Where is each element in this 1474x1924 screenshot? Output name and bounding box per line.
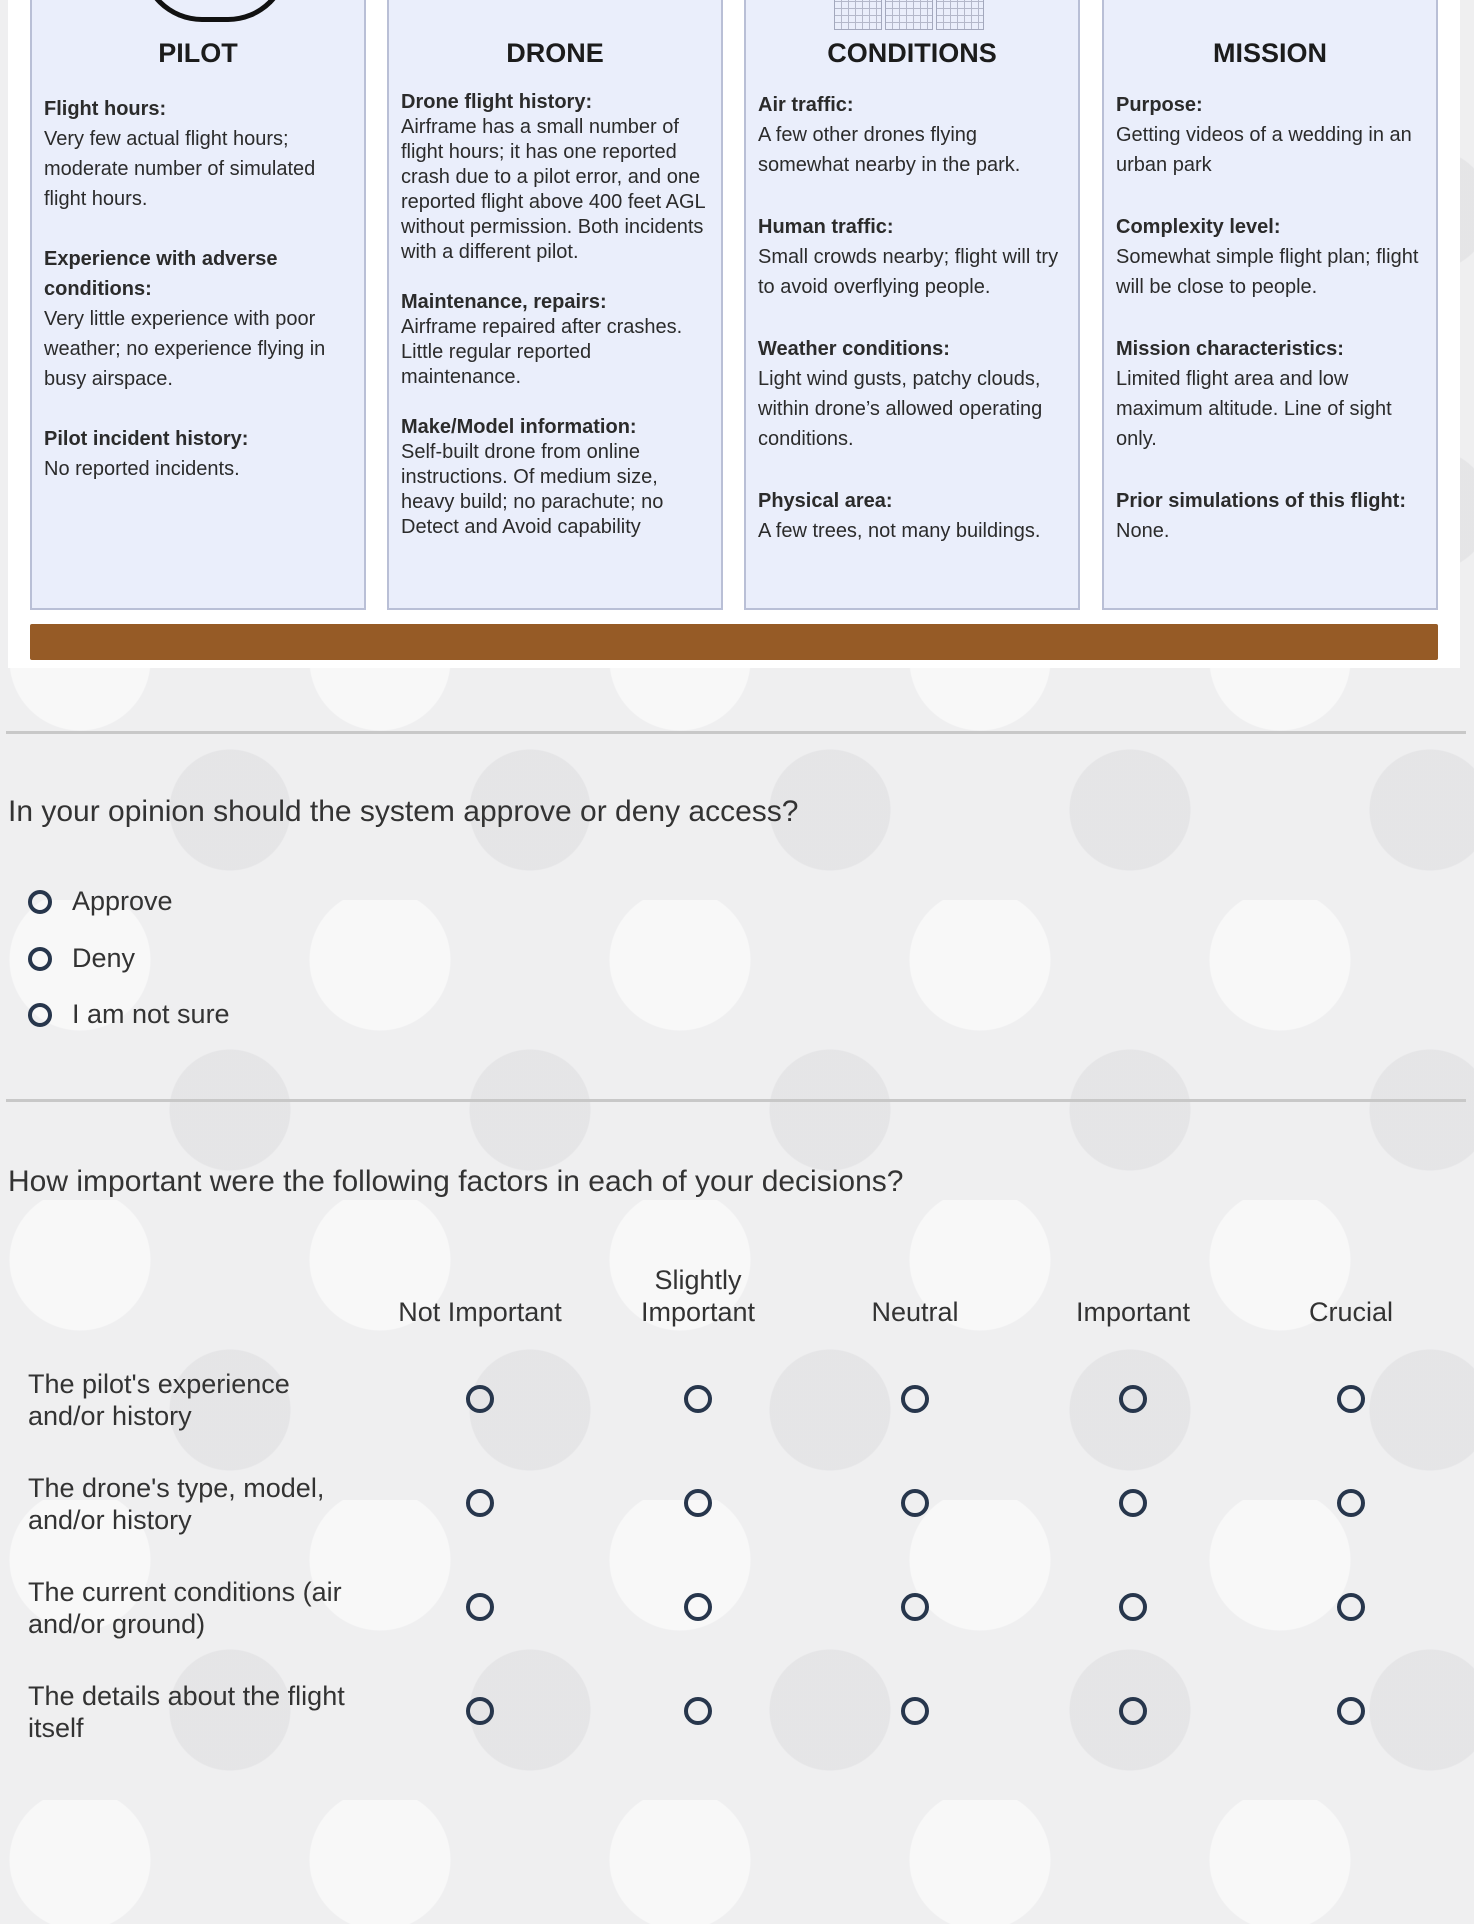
row-label-conditions: The current conditions (air and/or ground) [28,1577,342,1639]
field-value: No reported incidents. [44,458,240,480]
radio-pilot-crucial[interactable] [1337,1385,1365,1413]
pilot-adverse-conditions [44,244,354,394]
field-value: Light wind gusts, patchy clouds, within drone’s allowed operating conditions. [758,368,1043,450]
radio-conditions-not-important[interactable] [466,1593,494,1621]
field-label: Mission characteristics: [1116,338,1344,360]
radio-drone-important[interactable] [1119,1489,1147,1517]
pilot-incident-history [44,424,354,484]
question-approve-deny: In your opinion should the system approve or deny access? [8,795,799,828]
field-value: Somewhat simple flight plan; flight will be close to people. [1116,246,1419,298]
field-value: None. [1116,520,1170,542]
option-label: I am not sure [72,999,230,1029]
field-label: Drone flight history: [401,91,593,113]
conditions-column [744,0,1080,610]
pilot-flight-hours [44,94,354,214]
pilot-column [30,0,366,610]
mission-purpose [1116,90,1426,180]
radio-flight-crucial[interactable] [1337,1697,1365,1725]
radio-drone-not-important[interactable] [466,1489,494,1517]
field-value: Small crowds nearby; flight will try to avoid overflying people. [758,246,1059,298]
radio-button[interactable] [28,1003,52,1027]
field-value: Self-built drone from online instructions. Of medium size, heavy build; no parachute; no Detect and Avoid capability [401,441,664,538]
field-label: Complexity level: [1116,216,1281,238]
option-deny[interactable] [28,943,135,974]
radio-pilot-not-important[interactable] [466,1385,494,1413]
mission-column [1102,0,1438,610]
field-value: Very few actual flight hours; moderate number of simulated flight hours. [44,128,316,210]
field-label: Experience with adverse conditions: [44,248,278,300]
pilot-header: PILOT [158,38,238,68]
question-factor-importance: How important were the following factors in each of your decisions? [8,1165,904,1198]
field-label: Pilot incident history: [44,428,249,450]
drone-column [387,0,723,610]
radio-conditions-neutral[interactable] [901,1593,929,1621]
radio-pilot-important[interactable] [1119,1385,1147,1413]
radio-flight-slightly-important[interactable] [684,1697,712,1725]
radio-flight-important[interactable] [1119,1697,1147,1725]
radio-pilot-neutral[interactable] [901,1385,929,1413]
radio-drone-neutral[interactable] [901,1489,929,1517]
drone-make-model [401,415,711,540]
field-value: Airframe repaired after crashes. Little regular reported maintenance. [401,316,683,388]
field-value: A few trees, not many buildings. [758,520,1041,542]
radio-conditions-slightly-important[interactable] [684,1593,712,1621]
radio-button[interactable] [28,947,52,971]
row-label-pilot: The pilot's experience and/or history [28,1369,290,1431]
mission-prior-simulations [1116,486,1426,546]
field-value: Very little experience with poor weather; no experience flying in busy airspace. [44,308,326,390]
section-divider [6,731,1466,734]
pilot-icon [140,0,290,22]
drone-header: DRONE [506,38,604,68]
field-value: Getting videos of a wedding in an urban park [1116,124,1412,176]
field-label: Physical area: [758,490,893,512]
option-label: Deny [72,943,136,973]
field-label: Make/Model information: [401,416,637,438]
column-important: Important [1075,1297,1191,1327]
radio-drone-slightly-important[interactable] [684,1489,712,1517]
radio-button[interactable] [28,890,52,914]
radio-drone-crucial[interactable] [1337,1489,1365,1517]
column-not-important: Not Important [398,1297,562,1327]
mission-header: MISSION [1212,38,1327,68]
column-crucial: Crucial [1308,1297,1394,1327]
field-value: A few other drones flying somewhat nearby in the park. [758,124,1021,176]
radio-flight-not-important[interactable] [466,1697,494,1725]
field-label: Flight hours: [44,98,167,120]
radio-conditions-crucial[interactable] [1337,1593,1365,1621]
field-label: Purpose: [1116,94,1203,116]
conditions-weather [758,334,1068,454]
column-neutral: Neutral [871,1297,959,1327]
option-approve[interactable] [28,886,173,917]
drone-maintenance [401,290,711,390]
brown-footer-bar [30,624,1438,660]
row-label-flight: The details about the flight itself [28,1681,345,1743]
field-label: Weather conditions: [758,338,950,360]
field-value: Limited flight area and low maximum altitude. Line of sight only. [1116,368,1392,450]
mission-characteristics [1116,334,1426,454]
radio-pilot-slightly-important[interactable] [684,1385,712,1413]
field-value: Airframe has a small number of flight hours; it has one reported crash due to a pilot error, and one reported flight above 400 feet AGL without permission. Both incidents with a different pilot. [401,116,705,263]
option-not-sure[interactable] [28,999,230,1030]
conditions-air-traffic [758,90,1068,180]
scenario-card [8,0,1460,668]
radio-flight-neutral[interactable] [901,1697,929,1725]
conditions-header: CONDITIONS [827,38,997,68]
section-divider [6,1099,1466,1102]
building-icon [834,0,984,30]
conditions-physical-area [758,486,1068,546]
row-label-drone: The drone's type, model, and/or history [28,1473,325,1535]
field-label: Human traffic: [758,216,894,238]
field-label: Maintenance, repairs: [401,291,607,313]
conditions-human-traffic [758,212,1068,302]
drone-flight-history [401,90,711,265]
column-slightly-important: Slightly Important [640,1265,756,1327]
radio-conditions-important[interactable] [1119,1593,1147,1621]
mission-complexity [1116,212,1426,302]
option-label: Approve [72,886,173,916]
field-label: Air traffic: [758,94,854,116]
field-label: Prior simulations of this flight: [1116,490,1406,512]
